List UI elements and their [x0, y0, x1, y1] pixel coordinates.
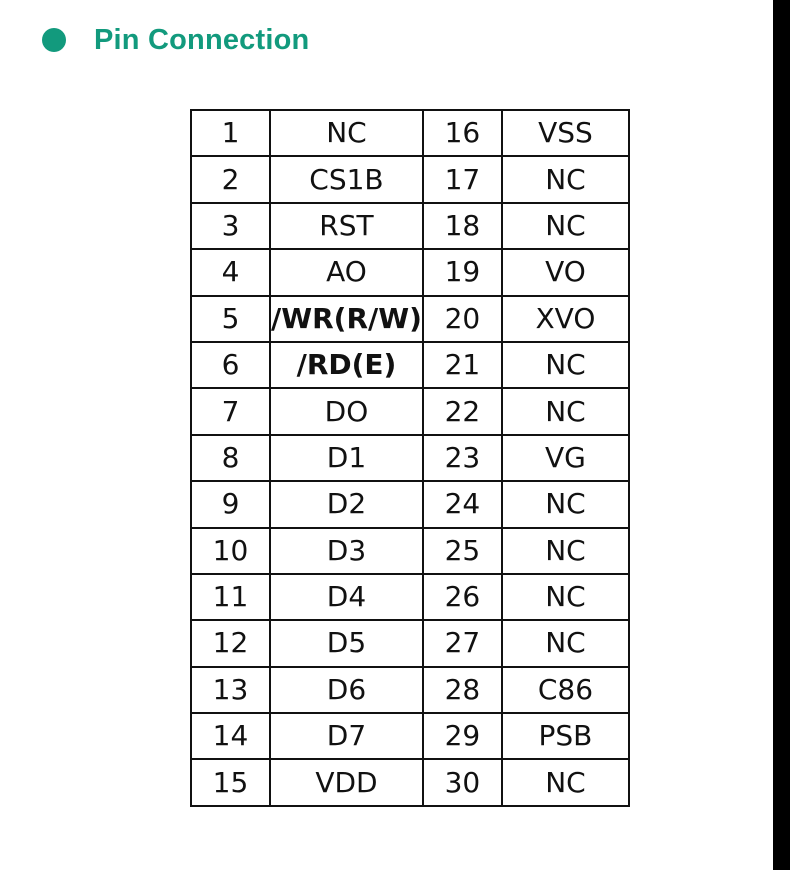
pin-number-cell: 8	[191, 435, 270, 481]
bullet-dot-icon	[42, 28, 66, 52]
pin-name-cell: D6	[270, 667, 423, 713]
pin-number-cell: 3	[191, 203, 270, 249]
pin-name-cell: C86	[502, 667, 629, 713]
pin-name-cell: /RD(E)	[270, 342, 423, 388]
table-row	[191, 713, 629, 759]
pin-number-cell: 6	[191, 342, 270, 388]
table-row	[191, 249, 629, 295]
pin-name-cell: D4	[270, 574, 423, 620]
pin-number-cell: 16	[423, 110, 502, 156]
pin-number-cell: 30	[423, 759, 502, 805]
table-row	[191, 342, 629, 388]
pin-name-cell: NC	[502, 156, 629, 202]
pin-number-cell: 4	[191, 249, 270, 295]
pin-number-cell: 23	[423, 435, 502, 481]
pin-number-cell: 5	[191, 296, 270, 342]
pin-name-cell: AO	[270, 249, 423, 295]
pin-name-cell: D1	[270, 435, 423, 481]
pin-name-cell: NC	[270, 110, 423, 156]
pin-number-cell: 29	[423, 713, 502, 759]
table-row	[191, 574, 629, 620]
pin-number-cell: 14	[191, 713, 270, 759]
pin-number-cell: 1	[191, 110, 270, 156]
pin-number-cell: 28	[423, 667, 502, 713]
pin-number-cell: 2	[191, 156, 270, 202]
table-row	[191, 667, 629, 713]
pin-number-cell: 19	[423, 249, 502, 295]
pin-number-cell: 26	[423, 574, 502, 620]
table-row	[191, 156, 629, 202]
pin-name-cell: NC	[502, 203, 629, 249]
pin-table-body	[191, 110, 629, 806]
pin-name-cell: D2	[270, 481, 423, 527]
pin-number-cell: 21	[423, 342, 502, 388]
pin-name-cell: D7	[270, 713, 423, 759]
pin-number-cell: 10	[191, 528, 270, 574]
pin-number-cell: 25	[423, 528, 502, 574]
pin-number-cell: 20	[423, 296, 502, 342]
pin-number-cell: 27	[423, 620, 502, 666]
table-row	[191, 435, 629, 481]
table-row	[191, 296, 629, 342]
pin-number-cell: 11	[191, 574, 270, 620]
pin-name-cell: NC	[502, 481, 629, 527]
pin-number-cell: 15	[191, 759, 270, 805]
table-row	[191, 110, 629, 156]
pin-name-cell: NC	[502, 620, 629, 666]
pin-name-cell: NC	[502, 759, 629, 805]
section-header	[42, 20, 309, 60]
pin-name-cell: DO	[270, 388, 423, 434]
pin-number-cell: 13	[191, 667, 270, 713]
pin-number-cell: 18	[423, 203, 502, 249]
table-row	[191, 759, 629, 805]
pin-number-cell: 17	[423, 156, 502, 202]
pin-number-cell: 12	[191, 620, 270, 666]
pin-name-cell: NC	[502, 574, 629, 620]
pin-name-cell: VG	[502, 435, 629, 481]
table-row	[191, 203, 629, 249]
pin-name-cell: VSS	[502, 110, 629, 156]
pin-number-cell: 7	[191, 388, 270, 434]
pin-name-cell: D5	[270, 620, 423, 666]
pin-name-cell: PSB	[502, 713, 629, 759]
pin-name-cell: VO	[502, 249, 629, 295]
table-row	[191, 481, 629, 527]
pin-name-cell: NC	[502, 528, 629, 574]
pin-name-cell: RST	[270, 203, 423, 249]
table-row	[191, 528, 629, 574]
pin-name-cell: CS1B	[270, 156, 423, 202]
pin-name-cell: /WR(R/W)	[270, 296, 423, 342]
pin-number-cell: 22	[423, 388, 502, 434]
pin-name-cell: VDD	[270, 759, 423, 805]
pin-connection-table	[190, 109, 630, 807]
pin-number-cell: 24	[423, 481, 502, 527]
pin-name-cell: XVO	[502, 296, 629, 342]
pin-name-cell: D3	[270, 528, 423, 574]
pin-name-cell: NC	[502, 388, 629, 434]
section-title: Pin Connection	[94, 23, 310, 56]
pin-name-cell: NC	[502, 342, 629, 388]
pin-number-cell: 9	[191, 481, 270, 527]
table-row	[191, 388, 629, 434]
table-row	[191, 620, 629, 666]
